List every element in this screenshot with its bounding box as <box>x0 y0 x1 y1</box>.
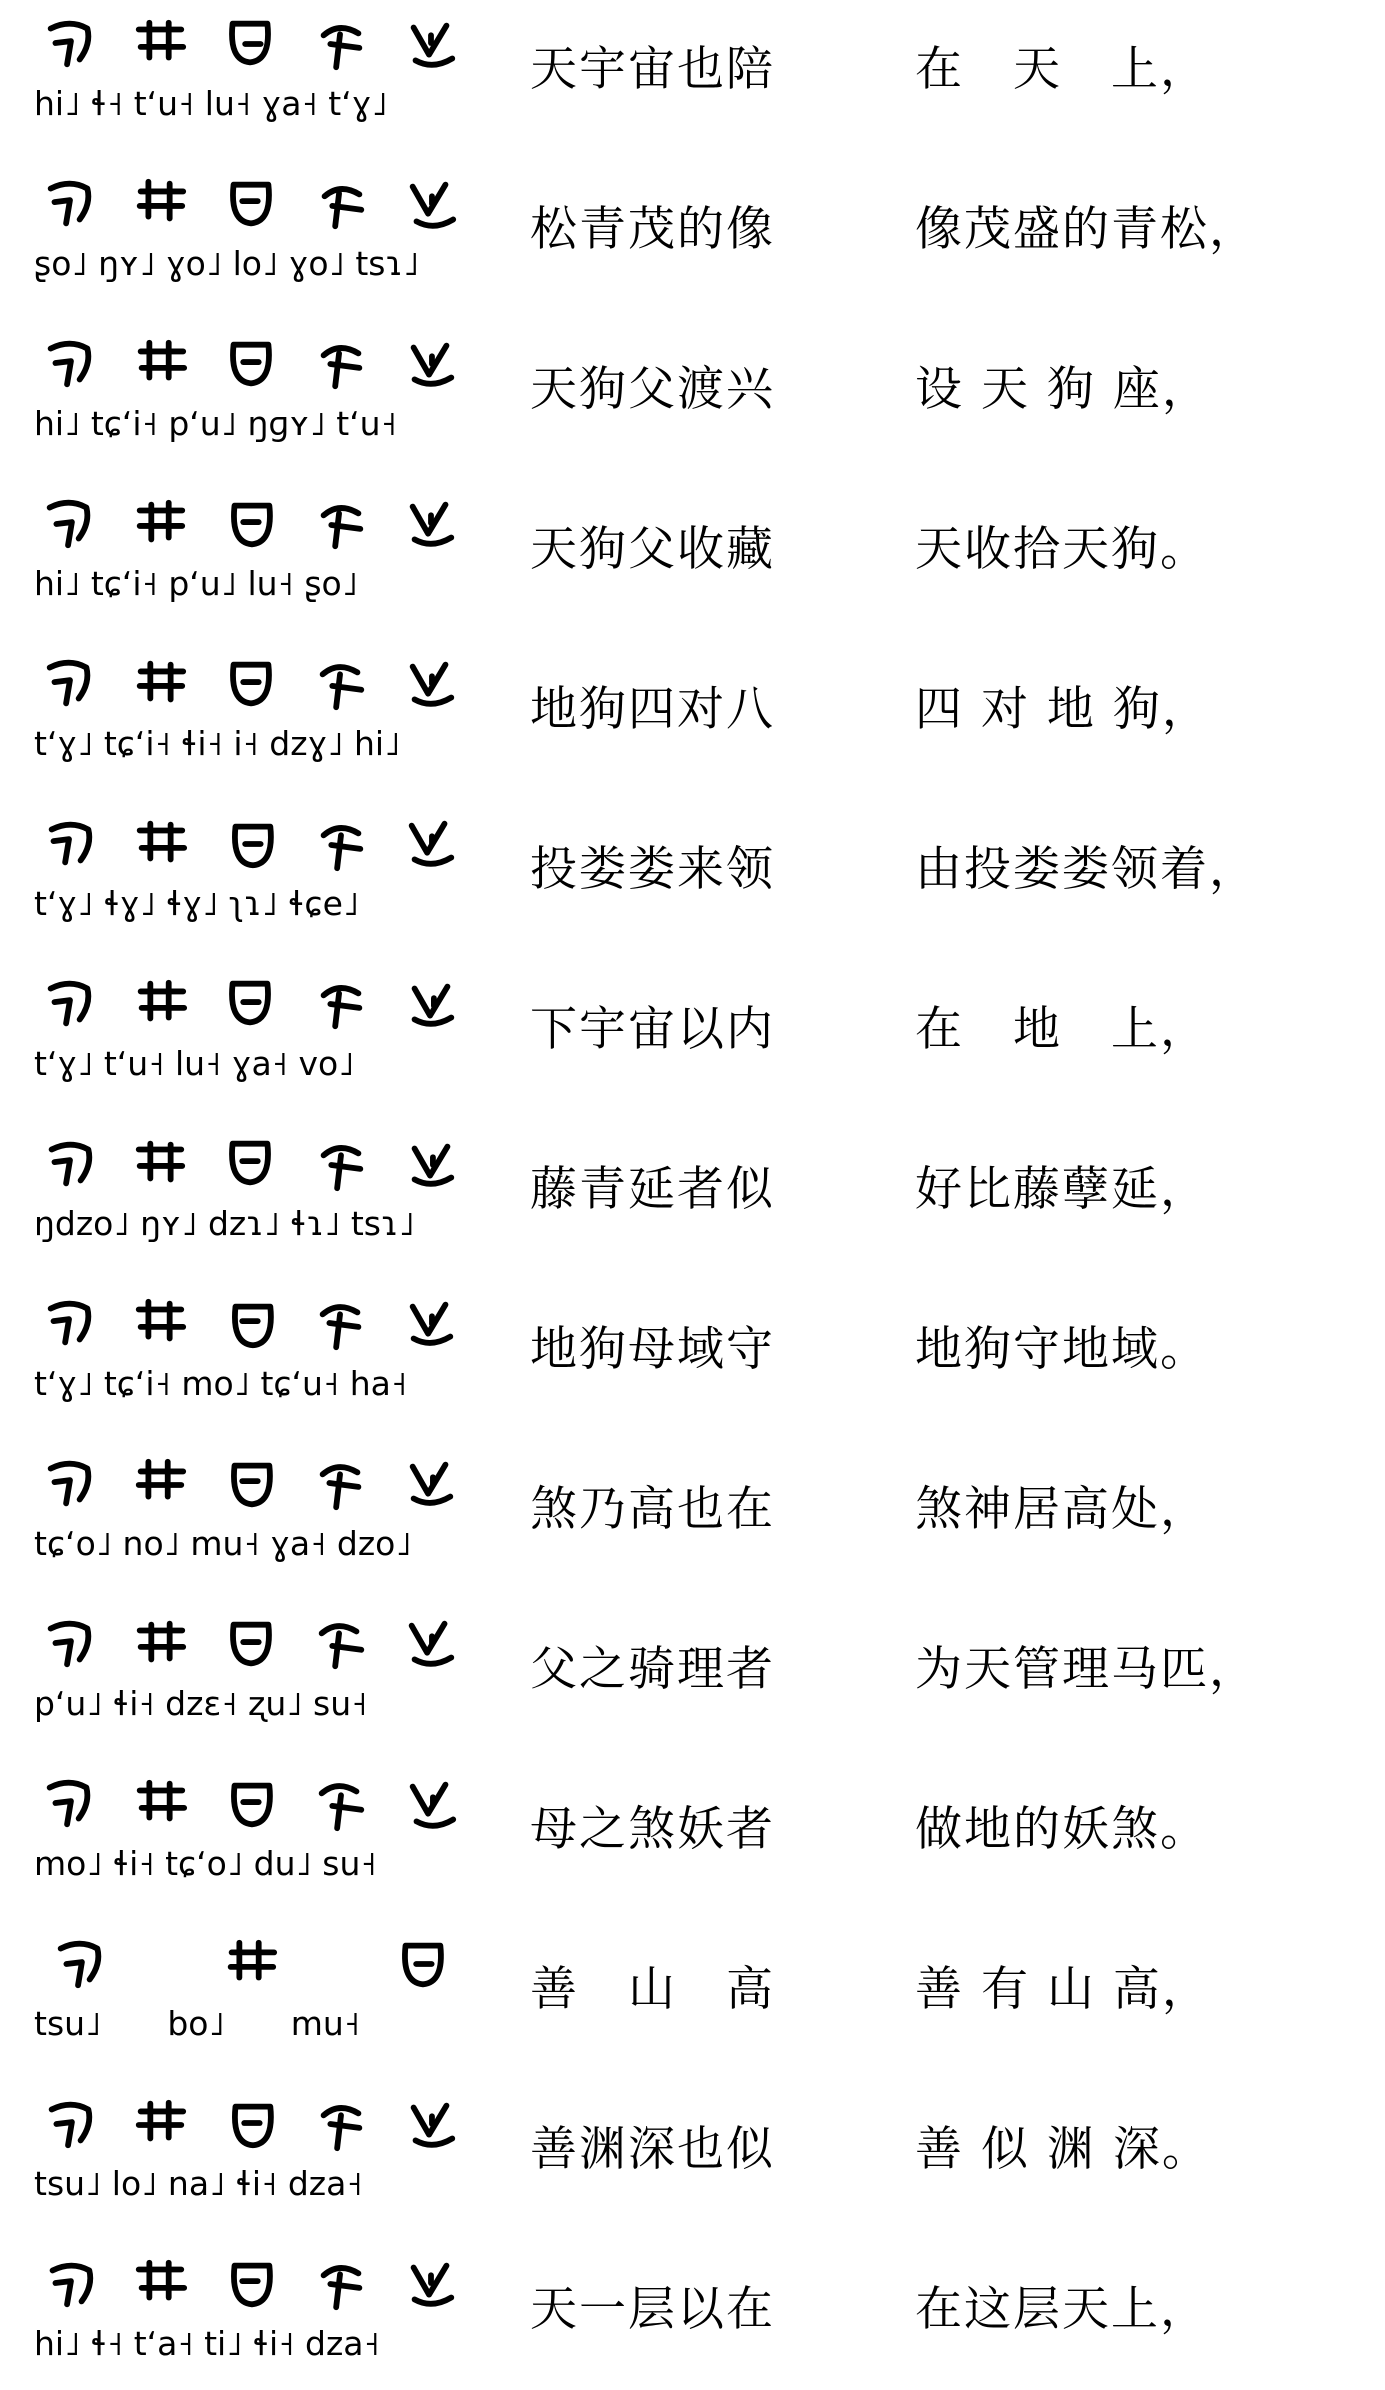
yi-glyph-icon <box>312 1293 370 1355</box>
free-translation: 由投娄娄领着， <box>915 842 1258 897</box>
yi-glyph-icon <box>312 1453 370 1515</box>
yi-glyph-icon <box>50 1933 108 1995</box>
yi-glyph-icon <box>402 2253 460 2315</box>
ipa-transcription: tʻɣ˩ tʻu˧ lu˧ ɣa˧ vo˩ <box>34 1044 355 1083</box>
yi-glyph-icon <box>40 973 98 1035</box>
yi-glyph-icon <box>40 1773 98 1835</box>
verse-row <box>0 1920 1385 2070</box>
yi-script-column <box>20 160 450 310</box>
yi-glyph-icon <box>131 13 189 75</box>
word-gloss: 藤青延者似 <box>530 1162 775 1217</box>
yi-glyph-icon <box>221 1773 279 1835</box>
yi-glyph-icon <box>131 653 189 715</box>
yi-glyph-icon <box>221 333 279 395</box>
yi-glyph-icon <box>40 1133 98 1195</box>
yi-glyph-group <box>40 808 460 880</box>
yi-glyph-icon <box>312 813 370 875</box>
yi-script-column <box>20 960 450 1110</box>
word-gloss: 下宇宙以内 <box>530 1002 775 1057</box>
yi-glyph-icon <box>312 2093 370 2155</box>
ipa-transcription: ʂo˩ ŋʏ˩ ɣo˩ lo˩ ɣo˩ tsɿ˩ <box>34 244 420 283</box>
yi-glyph-icon <box>402 653 460 715</box>
yi-glyph-group <box>40 328 460 400</box>
yi-glyph-icon <box>40 2093 98 2155</box>
yi-glyph-group <box>40 1288 460 1360</box>
word-gloss: 天宇宙也陪 <box>530 42 775 97</box>
ipa-transcription: ŋdzo˩ ŋʏ˩ dzɿ˩ ɬɿ˩ tsɿ˩ <box>34 1204 415 1243</box>
yi-glyph-icon <box>402 1293 460 1355</box>
yi-script-column <box>20 1760 450 1910</box>
verse-row <box>0 960 1385 1110</box>
yi-glyph-group <box>40 968 460 1040</box>
yi-glyph-group <box>40 1128 460 1200</box>
ipa-transcription: hi˩ ɬ˧ tʻa˧ ti˩ ɬi˧ dza˧ <box>34 2324 380 2363</box>
yi-glyph-icon <box>221 1453 279 1515</box>
yi-glyph-icon <box>221 1933 279 1995</box>
yi-glyph-icon <box>402 973 460 1035</box>
verse-row <box>0 1440 1385 1590</box>
free-translation: 善 有 山 高， <box>915 1962 1211 2017</box>
yi-glyph-icon <box>131 2093 189 2155</box>
yi-script-column <box>20 640 450 790</box>
yi-script-column <box>20 2080 450 2230</box>
yi-glyph-icon <box>402 333 460 395</box>
free-translation: 好比藤孽延， <box>915 1162 1209 1217</box>
free-translation: 做地的妖煞。 <box>915 1802 1209 1857</box>
yi-glyph-icon <box>131 813 189 875</box>
yi-glyph-icon <box>131 973 189 1035</box>
yi-glyph-icon <box>221 1293 279 1355</box>
ipa-transcription: tsu˩ bo˩ mu˧ <box>34 2004 361 2043</box>
yi-glyph-icon <box>40 333 98 395</box>
yi-glyph-icon <box>312 493 370 555</box>
word-gloss: 地狗四对八 <box>530 682 775 737</box>
word-gloss: 善 山 高 <box>530 1962 775 2017</box>
yi-glyph-icon <box>131 1613 189 1675</box>
yi-glyph-icon <box>40 173 98 235</box>
yi-glyph-icon <box>221 13 279 75</box>
yi-glyph-icon <box>312 173 370 235</box>
ipa-transcription: tʻɣ˩ ɬɣ˩ ɬɣ˩ ʅɿ˩ ɬɕe˩ <box>34 884 360 923</box>
yi-glyph-group <box>40 1448 460 1520</box>
yi-glyph-icon <box>221 653 279 715</box>
yi-glyph-icon <box>402 493 460 555</box>
verse-row <box>0 1120 1385 1270</box>
yi-glyph-icon <box>40 1293 98 1355</box>
ipa-transcription: pʻu˩ ɬi˧ dzɛ˧ ʐu˩ su˧ <box>34 1684 368 1723</box>
free-translation: 在这层天上， <box>915 2282 1209 2337</box>
yi-glyph-group <box>40 8 460 80</box>
yi-glyph-icon <box>131 1453 189 1515</box>
verse-row <box>0 800 1385 950</box>
word-gloss: 煞乃高也在 <box>530 1482 775 1537</box>
word-gloss: 投娄娄来领 <box>530 842 775 897</box>
yi-glyph-icon <box>221 813 279 875</box>
yi-glyph-icon <box>312 2253 370 2315</box>
word-gloss: 父之骑理者 <box>530 1642 775 1697</box>
yi-glyph-icon <box>131 333 189 395</box>
yi-glyph-group <box>40 1608 460 1680</box>
word-gloss: 善渊深也似 <box>530 2122 775 2177</box>
ipa-transcription: tsu˩ lo˩ na˩ ɬi˧ dza˧ <box>34 2164 363 2203</box>
yi-glyph-icon <box>40 493 98 555</box>
yi-glyph-icon <box>392 1933 450 1995</box>
yi-glyph-icon <box>312 973 370 1035</box>
free-translation: 设 天 狗 座， <box>915 362 1211 417</box>
yi-glyph-icon <box>131 1133 189 1195</box>
yi-glyph-icon <box>131 173 189 235</box>
yi-glyph-icon <box>312 1773 370 1835</box>
yi-glyph-icon <box>402 2093 460 2155</box>
yi-glyph-icon <box>221 1133 279 1195</box>
yi-script-column <box>20 1600 450 1750</box>
yi-glyph-icon <box>221 1613 279 1675</box>
yi-glyph-icon <box>131 493 189 555</box>
verse-row <box>0 2080 1385 2230</box>
yi-glyph-group <box>40 1928 460 2000</box>
yi-glyph-group <box>40 168 460 240</box>
verse-row <box>0 2240 1385 2390</box>
verse-row <box>0 320 1385 470</box>
word-gloss: 天狗父渡兴 <box>530 362 775 417</box>
verse-row <box>0 1280 1385 1430</box>
word-gloss: 松青茂的像 <box>530 202 775 257</box>
ipa-transcription: hi˩ tɕʻi˧ pʻu˩ ŋɡʏ˩ tʻu˧ <box>34 404 397 443</box>
yi-glyph-icon <box>40 813 98 875</box>
free-translation: 天收拾天狗。 <box>915 522 1209 577</box>
yi-script-column <box>20 2240 450 2390</box>
yi-glyph-icon <box>40 13 98 75</box>
ipa-transcription: hi˩ tɕʻi˧ pʻu˩ lu˧ ʂo˩ <box>34 564 358 603</box>
yi-glyph-icon <box>402 1453 460 1515</box>
yi-glyph-icon <box>312 1133 370 1195</box>
word-gloss: 母之煞妖者 <box>530 1802 775 1857</box>
yi-script-column <box>20 0 450 150</box>
yi-glyph-icon <box>312 13 370 75</box>
yi-script-column <box>20 1280 450 1430</box>
free-translation: 四 对 地 狗， <box>915 682 1211 737</box>
yi-glyph-group <box>40 488 460 560</box>
yi-script-column <box>20 1120 450 1270</box>
yi-glyph-icon <box>402 1133 460 1195</box>
yi-glyph-icon <box>221 973 279 1035</box>
ipa-transcription: tʻɣ˩ tɕʻi˧ ɬi˧ i˧ dzɣ˩ hi˩ <box>34 724 401 763</box>
yi-script-column <box>20 1440 450 1590</box>
yi-glyph-icon <box>221 173 279 235</box>
yi-glyph-icon <box>40 1453 98 1515</box>
yi-glyph-icon <box>402 1613 460 1675</box>
yi-glyph-icon <box>40 2253 98 2315</box>
yi-glyph-icon <box>131 1773 189 1835</box>
free-translation: 在 天 上， <box>915 42 1209 97</box>
verse-row <box>0 0 1385 150</box>
yi-glyph-icon <box>221 493 279 555</box>
yi-script-column <box>20 480 450 630</box>
yi-glyph-icon <box>312 653 370 715</box>
yi-glyph-icon <box>402 813 460 875</box>
yi-glyph-icon <box>40 1613 98 1675</box>
yi-glyph-icon <box>131 1293 189 1355</box>
ipa-transcription: tʻɣ˩ tɕʻi˧ mo˩ tɕʻu˧ ha˧ <box>34 1364 408 1403</box>
yi-glyph-icon <box>312 1613 370 1675</box>
free-translation: 地狗守地域。 <box>915 1322 1209 1377</box>
ipa-transcription: tɕʻo˩ no˩ mu˧ ɣa˧ dzo˩ <box>34 1524 412 1563</box>
verse-row <box>0 1760 1385 1910</box>
yi-script-column <box>20 800 450 950</box>
verse-row <box>0 1600 1385 1750</box>
verse-row <box>0 480 1385 630</box>
verse-row <box>0 160 1385 310</box>
free-translation: 像茂盛的青松， <box>915 202 1258 257</box>
yi-script-column <box>20 1920 450 2070</box>
word-gloss: 地狗母域守 <box>530 1322 775 1377</box>
yi-glyph-icon <box>221 2253 279 2315</box>
yi-glyph-icon <box>40 653 98 715</box>
yi-glyph-icon <box>221 2093 279 2155</box>
yi-glyph-icon <box>312 333 370 395</box>
free-translation: 善 似 渊 深。 <box>915 2122 1211 2177</box>
yi-glyph-icon <box>402 13 460 75</box>
verse-row <box>0 640 1385 790</box>
yi-script-column <box>20 320 450 470</box>
yi-glyph-icon <box>402 1773 460 1835</box>
ipa-transcription: mo˩ ɬi˧ tɕʻo˩ du˩ su˧ <box>34 1844 377 1883</box>
yi-glyph-group <box>40 2088 460 2160</box>
yi-glyph-group <box>40 648 460 720</box>
ipa-transcription: hi˩ ɬ˧ tʻu˧ lu˧ ɣa˧ tʻɣ˩ <box>34 84 388 123</box>
yi-glyph-icon <box>131 2253 189 2315</box>
yi-glyph-icon <box>402 173 460 235</box>
free-translation: 为天管理马匹， <box>915 1642 1258 1697</box>
yi-glyph-group <box>40 1768 460 1840</box>
free-translation: 在 地 上， <box>915 1002 1209 1057</box>
free-translation: 煞神居高处， <box>915 1482 1209 1537</box>
word-gloss: 天狗父收藏 <box>530 522 775 577</box>
word-gloss: 天一层以在 <box>530 2282 775 2337</box>
yi-glyph-group <box>40 2248 460 2320</box>
